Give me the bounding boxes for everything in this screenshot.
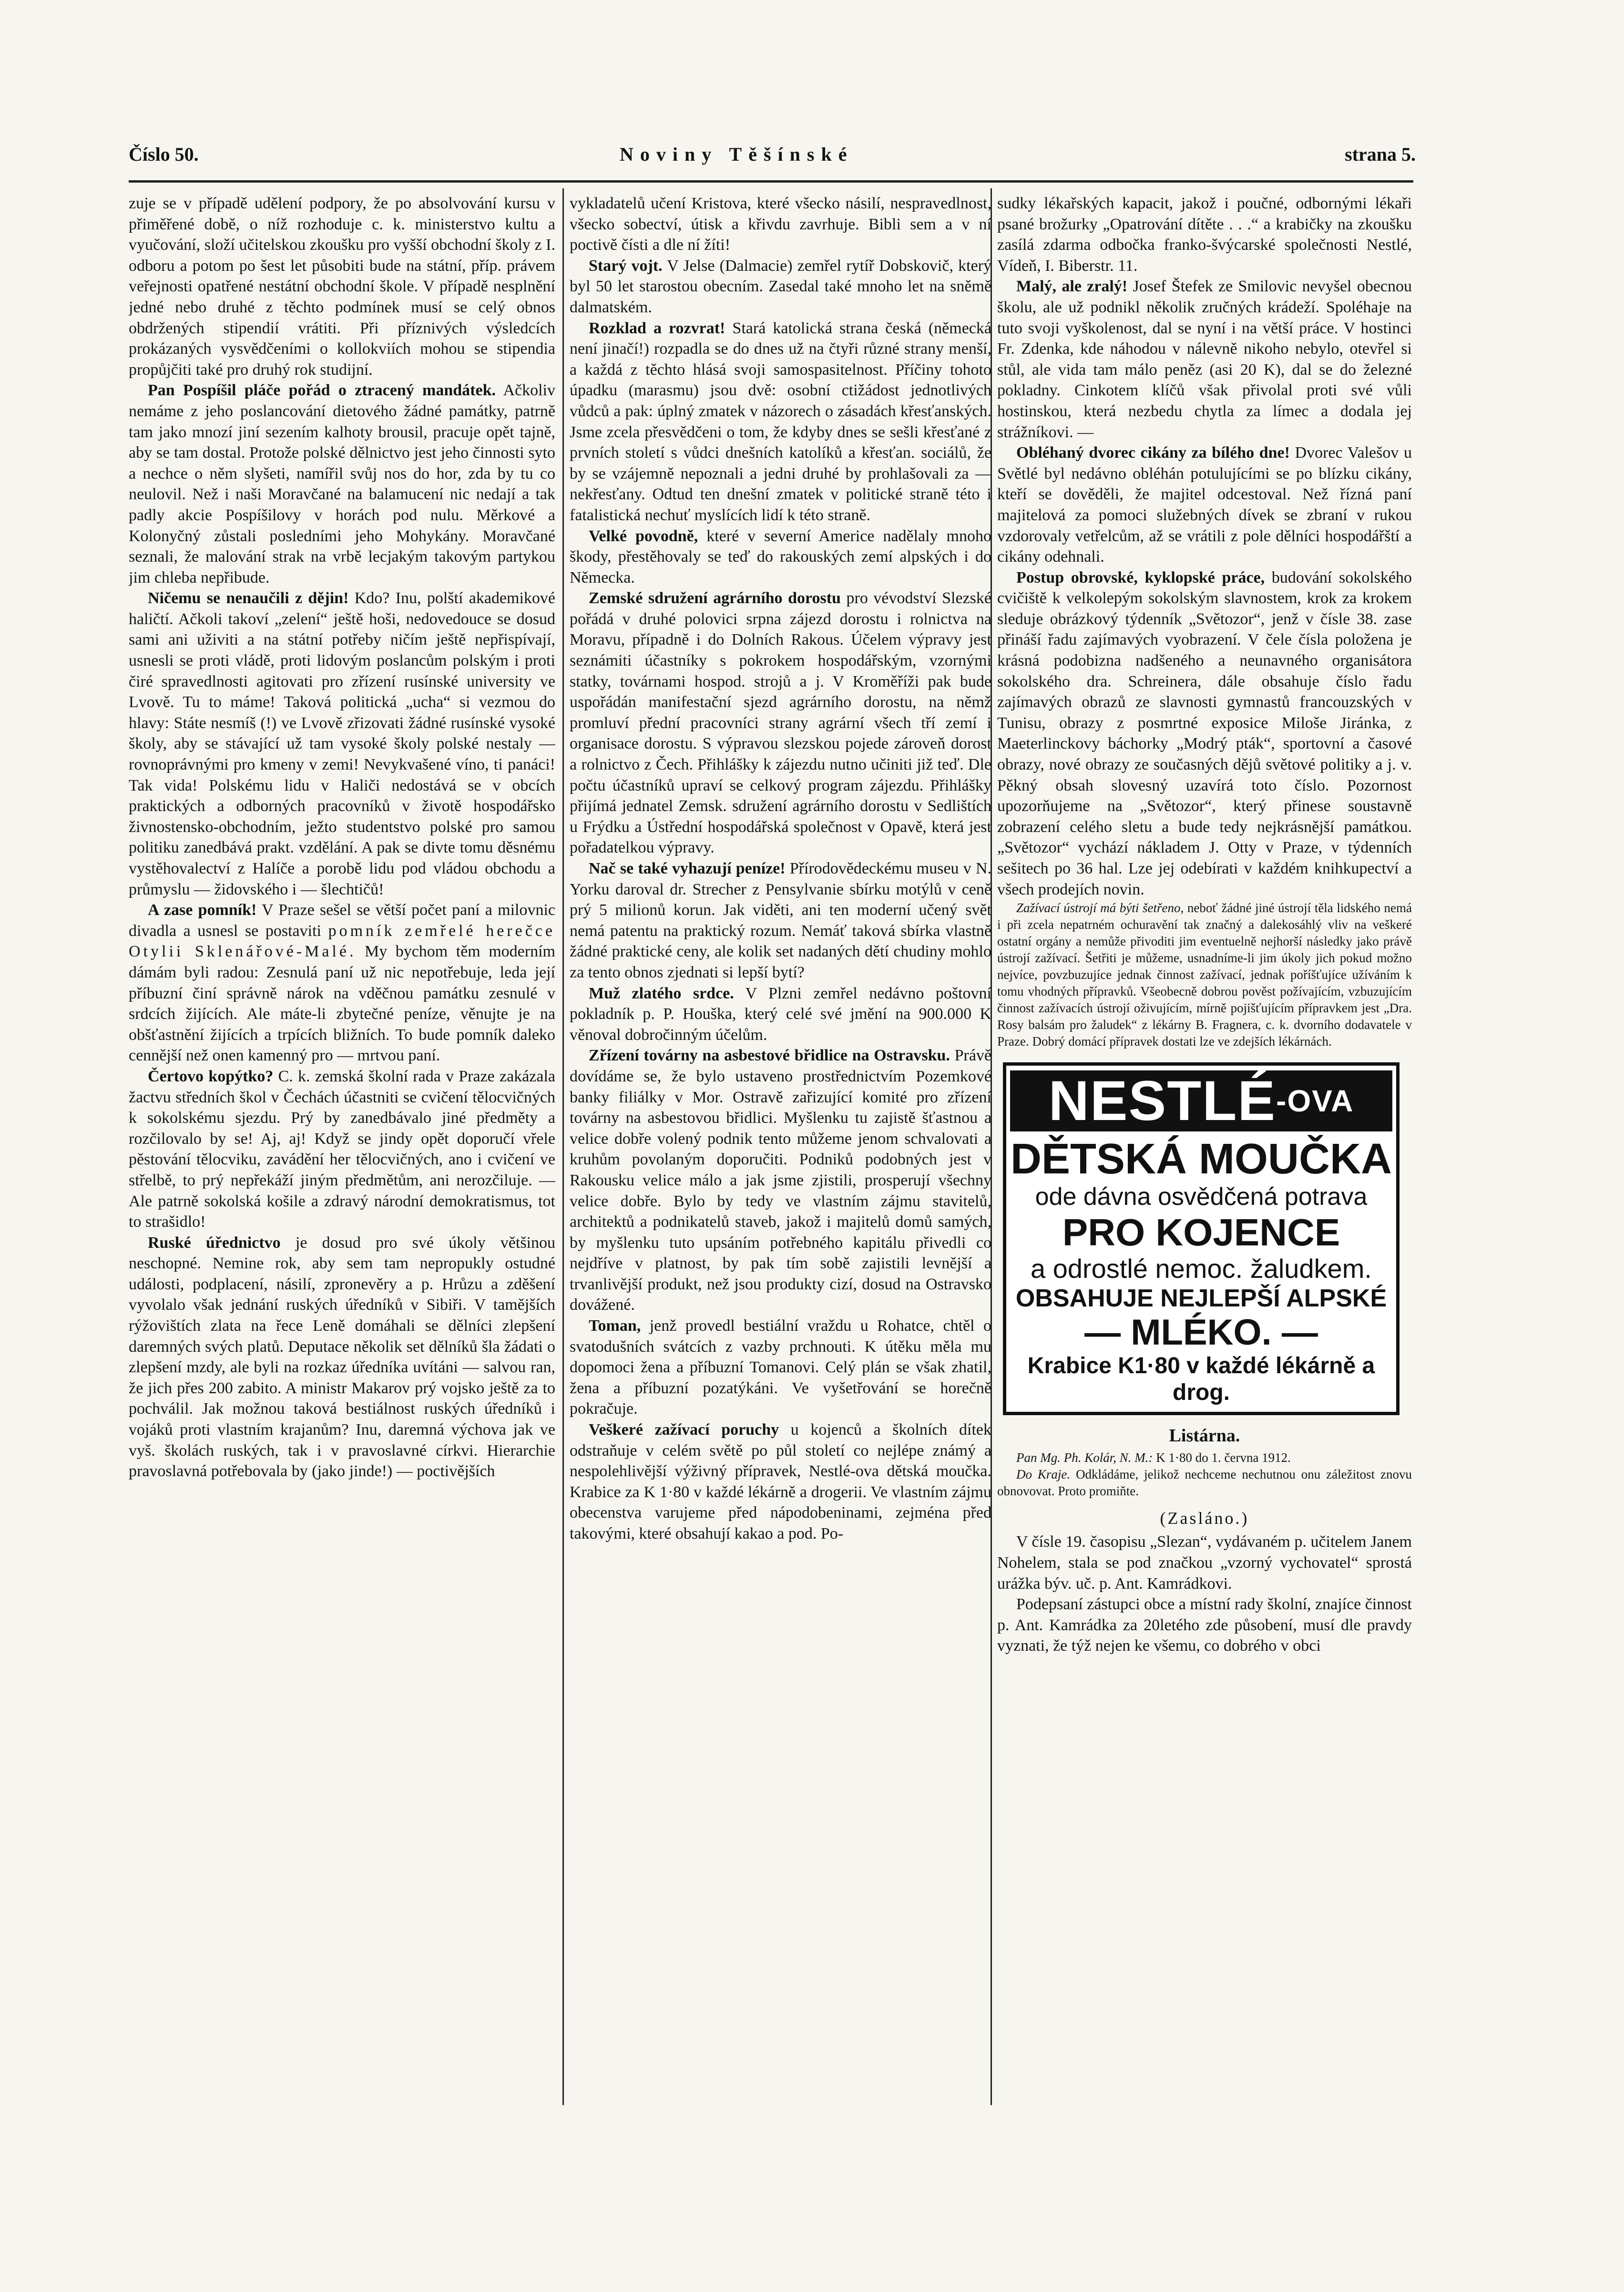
article-headline: Postup obrovské, kyklopské práce, — [1016, 568, 1265, 586]
ad-line: ode dávna osvědčená potrava — [1035, 1183, 1368, 1211]
ad-line: OBSAHUJE NEJLEPŠÍ ALPSKÉ — [1015, 1285, 1387, 1313]
article-headline: Toman, — [589, 1317, 641, 1335]
ad-line: PRO KOJENCE — [1062, 1211, 1340, 1254]
article-dvorec: Obléhaný dvorec cikány za bílého dne! Dvorec Valešov u Světlé byl nedávno obléhán potulujícími se po blízku cikány, kteří se dověděli, že majitel odcestoval. Než řízná paní majitelová za pomoci služebných dívek se zbraní v rukou vzdorovaly vetřelcům, až se vrátili z pole dělníci hospodářští a cikány odehnali. — [997, 444, 1412, 566]
article-headline: Obléhaný dvorec cikány za bílého dne! — [1016, 444, 1290, 462]
article-pospisil: Pan Pospíšil pláče pořád o ztracený mandátek. Ačkoliv nemáme z jeho poslancování dietového žádné památky, patrně tam jako mnozí jiní sezením kalhoty brousil, pracuje opět tajně, aby se tam dostal. Protože polské dělnictvo jest jeho činnosti syto a nechce o něm slyšeti, namířil svůj nos do hor, zda by tu co neulovil. Než i naši Moravčané na balamucení nic nedají a tak padly akcie Pospíšilovy v horách pod nulu. Měrkové a Kolonyčný zůstali posledními jeho Mohykány. Moravčané seznali, že malování strak na vrbě lecjakým takovým partykou jim chleba nepřibude. — [129, 381, 555, 586]
article-penize: Nač se také vyhazují peníze! Přírodovědeckému museu v N. Yorku daroval dr. Strecher z Pensylvanie sbírku motýlů v ceně prý 5 milionů korun. Jak viděti, ani ten moderní učený svět nemá patentu na praktický rozum. Nemáť taková sbírka vlastně žádné praktické ceny, ale kolik set nadaných dětí chudiny mohlo za tento obnos zjednati si lepší bytí? — [570, 860, 991, 981]
article-headline: Ničemu se nenaučili z dějin! — [148, 589, 349, 607]
article-maly-zraly: Malý, ale zralý! Josef Štefek ze Smilovic nevyšel obecnou školu, ale už podnikl několik zručných krádeží. Spoléhaje na tuto svoji vyškolenost, dal se nyní i na větší práce. V hostinci Fr. Zdenka, kde náhodou v nálevně nikoho nebylo, otevřel si stůl, ale vida tam málo peněz (asi 20 K), dal se do železné pokladny. Cinkotem klíčů však přivolal proti své vůli hostinskou, která nezbedu chytla za límec a dodala jej strážníkovi. — — [997, 278, 1412, 441]
article-svetozor: Postup obrovské, kyklopské práce, budování sokolského cvičiště k velkolepým sokolským slavnostem, krok za krokem sleduje obrázkový týdenník „Světozor“, jenž v čísle 38. zase přináší řadu zajímavých vyobrazení. V čele čísla položena je krásná podobizna nadšeného a neunavného organisátora sokolského dra. Schreinera, dále obsahuje číslo řadu zajímavých obrazů ze slavnosti gymnastů francouzských v Tunisu, obrazy z posmrtné exposice Miloše Jiránka, z Maeterlinckovy báchorky „Modrý pták“, sportovní a časové obrazy, nové obrazy ze současných dějů světové politiky a j. v. Pěkný obsah slovesný uzavírá toto číslo. Pozornost upozorňujeme na „Světozor“, který přinese soustavně zobrazení celého sletu a bude tedy nejkrásnější památkou. „Světozor“ vychází nákladem J. Otty v Praze, v týdenních sešitech po 36 hal. Lze jej odebírati v každém knihkupectví a všech prodejích novin. — [997, 568, 1412, 898]
article-ruske-urednictvo: Ruské úřednictvo je dosud pro své úkoly většinou neschopné. Nemine rok, aby sem tam nepropukly ostudné události, podplacení, násilí, zpronevěry a p. Hrůzu a zděšení vyvolalo však jednání ruských úředníků v Sibiři. V tamějších rýžovištích zlata na řece Leně domáhali se dělníci zlepšení daremných svých platů. Deputace několik set dělníků šla žádati o zlepšení mzdy, ale byli na rozkaz úředníka uvítáni — salvou ran, že jich přes 200 zabito. A ministr Makarov prý vojsko ještě za to pochválil. Jak možnou taková bestiálnost ruských úředníků i vojáků proti vlastním krajanům? Inu, daremná výchova jak ve vyš. školách ruských, tak i v pravoslavné církvi. Hierarchie pravoslavná potřebovala by (jako jinde!) — poctivějších — [129, 1233, 555, 1480]
ad-brand: $NESTLÉ^{-OVA}$ — [1010, 1070, 1392, 1131]
paragraph: zuje se v případě udělení podpory, že po absolvování kursu v přiměřené době, o níž rozhoduje c. k. ministerstvo kultu a vyučování, složí učitelskou zkoušku pro vyšší obchodní školy z I. odboru a potom po šest let působiti bude na státní, příp. právem veřejnosti opatřené nestátní obchodní škole. V případě nesplnění jedné nebo druhé z těchto podmínek musí se celý obnos obdržených stipendií vrátiti. Při příznivých výsledcích prokázaných vysvědčeními o kollokviích mohou se stipendia propůjčiti také pro druhý rok studijní. — [129, 195, 555, 379]
listarna-item: Do Kraje. Odkládáme, jelikož nechceme nechutnou onu záležitost znovu obnovovat. Proto promiňte. — [997, 1467, 1412, 1498]
article-zazivaci-ustroji: Zažívací ústrojí má býti šetřeno, neboť žádné jiné ústrojí těla lidského nemá i při zcela nepatrném ochuravění tak značný a dalekosáhlý vliv na veškeré ostatní orgány a nemůže přivoditi jim eventuelně nejhorší následky jako právě ústrojí zažívací. Šetřiti je můžeme, usnadníme-li jim úkoly jich pokud možno nejvíce, povzbuzujíce jednak činnost zažívací, jednak poříšťujíce užíváním k tomu vhodných přípravků. Všeobecně dobrou pověst požívajícím, vzbuzujícím činnost zažívacích ústrojí oživujícím, mírně pojišťujícím přípravkem jest „Dra. Rosy balsám pro žaludek“ z lékárny B. Fragnera, c. k. dvorního dodavatele v Praze. Dobrý domácí přípravek dostati lze ve zdejších lékárnách. — [997, 901, 1412, 1049]
article-headline: Pan Pospíšil pláče pořád o ztracený mandátek. — [148, 381, 496, 400]
article-headline: Zemské sdružení agrárního dorostu — [589, 589, 841, 607]
ad-line: a odrostlé nemoc. žaludkem. — [1031, 1254, 1372, 1284]
article-zazivaci-poruchy: Veškeré zažívací poruchy u kojenců a školních dítek odstraňuje v celém světě po půl století co nejlépe známý a nespolehlivější výživný přípravek, Nestlé-ova dětská moučka. Krabice za K 1·80 v každé lékárně a drogerii. Ve vlastním zájmu obecenstva varujeme před nápodobeninami, zejména před takovými, které obsahují kakao a pod. Po- — [570, 1421, 991, 1542]
article-headline: Velké povodně, — [589, 527, 698, 545]
column-1 — [129, 193, 555, 2197]
article-headline: Muž zlatého srdce. — [589, 984, 734, 1002]
column-divider-1 — [562, 188, 564, 2105]
column-3 — [997, 193, 1412, 2197]
page-number: strana 5. — [1345, 144, 1416, 165]
section-heading-zaslano: (Zasláno.) — [1160, 1508, 1249, 1528]
article-kopytko: Čertovo kopýtko? C. k. zemská školní rada v Praze zakázala žactvu středních škol v Čechách účastniti se cvičení tělocvičných k sokolskému sjezdu. Prý by zanedbávalo jiné předměty a rozčilovalo by se! Aj, aj! Když se jindy opět doporučí vřele pěstování tělocviku, zavádění her tělocvičných, ano i cvičení ve střelbě, to prý nepřekáží jiným předmětům, ani nerozčiluje. — Ale patrně sokolská košile a zdravý národní demokratismus, tot to strašidlo! — [129, 1067, 555, 1231]
paragraph: vykladatelů učení Kristova, které všecko násilí, nespravedlnost, všecko sobectví, útisk a křivdu zavrhuje. Bibli sem a v ní poctivě čísti a dle ní žíti! — [570, 195, 991, 254]
article-headline: Ruské úřednictvo — [148, 1233, 281, 1252]
article-rozklad: Rozklad a rozvrat! Stará katolická strana česká (německá není jinačí!) rozpadla se do dnes už na čtyři různé strany menší, a každá z těchto hlásá svoji samospasitelnost. Příčiny tohoto úpadku (marasmu) jsou dvě: osobní ctižádost jednotlivých vůdců a pak: úplný zmatek v názorech o zásadách křesťanských. Jsme zcela přesvědčeni o tom, že kdyby dnes se sešli křesťané z prvních století s vůdci dnešních katolíků a křesťan. sociálů, že by se vzájemně nepoznali a jedni druhé by prohlašovali za — nekřesťany. Odtud ten dnešní zmatek v politické straně této i fatalistická nechuť myslících lidí k této straně. — [570, 319, 991, 524]
header-rule — [129, 180, 1413, 183]
article-toman: Toman, jenž provedl bestiální vraždu u Rohatce, chtěl o svatodušních svátcích z vazby prchnouti. K útěku měla mu dopomoci žena a příbuzní Tomanovi. Celý plán se však zhatil, žena a příbuzní pozatýkáni. Ve vyšetřování se horečně pokračuje. — [570, 1317, 991, 1418]
ad-line: Krabice K1·80 v každé lékárně a drog. — [1027, 1353, 1375, 1406]
article-povodne: Velké povodně, které v severní Americe nadělaly mnoho škody, přestěhovaly se teď do rakouských zemí alpských i do Německa. — [570, 527, 991, 586]
article-headline: Starý vojt. — [589, 257, 663, 275]
article-headline: Zřízení továrny na asbestové břidlice na Ostravsku. — [589, 1047, 950, 1065]
listarna-item: Pan Mg. Ph. Kolár, N. M.: K 1·80 do 1. června 1912. — [1016, 1450, 1291, 1465]
article-dejiny: Ničemu se nenaučili z dějin! Kdo? Inu, polští akademikové haličtí. Ačkoli takoví „zelení“ ještě hoši, nedovedouce se dosud sami ani uživiti a na státní potřeby ničím ještě nepřispívají, usnesli se proti vládě, proti lidovým poslancům polským i proti čiré spravedlnosti agitovati pro zřízení rusínské university ve Lvově. Tu to máme! Taková politická „ucha“ si vezmou do hlavy: Státe nesmíš (!) ve Lvově zřizovati žádné rusínské vysoké školy, aby se stávající už tam vysoké školy polské nestaly — rovnoprávnými pro kmeny v zemi! Nevykvašené víno, ti panáci! Tak vida! Polskému lidu v Haliči nedostává se v obcích praktických a odborných pracovníků v životě hospodářsko živnostensko-obchodním, ježto studentstvo polské pro samou politiku zanedbává prakt. vzdělání. A pak se divte tomu děsnému vystěhovalectví z Halíče a porobě lidu pod vládou obchodu a průmyslu — židovského i — šlechtičů! — [129, 589, 555, 898]
paragraph: Podepsaní zástupci obce a místní rady školní, znajíce činnost p. Ant. Kamrádka za 20letého zde působení, musí dle pravdy vyznati, že týž nejen ke všemu, co dobrého v obci — [997, 1595, 1412, 1655]
article-headline: Veškeré zažívací poruchy — [589, 1421, 779, 1439]
article-headline: Rozklad a rozvrat! — [589, 319, 725, 337]
article-headline: Zažívací ústrojí má býti šetřeno, — [1016, 901, 1184, 915]
ad-line: — MLÉKO. — — [1084, 1312, 1318, 1353]
paragraph: sudky lékařských kapacit, jakož i poučné, odbornými lékaři psané brožurky „Opatrování dítěte . . .“ a krabičky na zkoušku zasílá zdarma odbočka franko-švýcarské společnosti Nestlé, Vídeň, I. Biberstr. 11. — [997, 195, 1412, 275]
article-headline: Čertovo kopýtko? — [148, 1067, 274, 1085]
issue-number: Číslo 50. — [129, 144, 199, 165]
article-tovarna: Zřízení továrny na asbestové břidlice na Ostravsku. Právě dovídáme se, že bylo ustaveno prostřednictvím Pozemkové banky filiálky v Mor. Ostravě zařizující komité pro zřízení továrny na asbestovou břidlici. Myšlenku tu zajistě šťastnou a velice dobře volený podnik tento můžeme jenom schvalovati a kruhům povolaným doporučiti. Podniků podobných jest v Rakousku velice málo a jak jsme zjistili, prosperují všechny velice dobře. Bylo by tedy ve vlastním zájmu stavitelů, architektů a podnikatelů staveb, jakož i majitelů domů samých, by myšlenku tuto upsáním potřebného kapitálu přivedli co nejdříve v platnost, by pak tím sobě zajistili levnější a trvanlivější produkt, než jsou produkty cizí, dosud na Ostravsko dovážené. — [570, 1047, 991, 1314]
article-agrarni-dorost: Zemské sdružení agrárního dorostu pro vévodství Slezské pořádá v druhé polovici srpna zájezd dorostu i rolnictva na Moravu, případně i do Dolních Rakous. Účelem výpravy jest seznámiti účastníky s pokrokem hospodářským, vzornými statky, továrnami hospod. strojů a j. V Kroměříži pak bude uspořádán manifestační sjezd agrárního dorostu, na němž promluví přední pracovníci strany agrární všech tří zemí i organisace dorostu. S výpravou slezskou pojede zároveň dorost a rolnictvo z Čech. Přihlášky k zájezdu nutno učiniti již teď. Dle počtu účastníků upraví se celkový program zájezdu. Přihlášky přijímá jednatel Zemsk. sdružení agrárního dorostu v Sedlištích u Frýdku a Ústřední hospodářská společnost v Opavě, která jest pořadatelkou výpravy. — [570, 589, 991, 857]
article-headline: Nač se také vyhazují peníze! — [589, 860, 786, 877]
article-stary-vojt: Starý vojt. V Jelse (Dalmacie) zemřel rytíř Dobskovič, který byl 50 let starostou obecním. Zasedal také mnoho let na sněmě dalmatském. — [570, 257, 991, 316]
page-header — [129, 143, 1416, 176]
paragraph: V čísle 19. časopisu „Slezan“, vydávaném p. učitelem Janem Nohelem, stala se pod značkou „vzorný vychovatel“ sprostá urážka býv. uč. p. Ant. Kamrádkovi. — [997, 1533, 1412, 1593]
newspaper-title: Noviny Těšínské — [620, 144, 854, 165]
article-pomnik: A zase pomník! V Praze sešel se větší počet paní a milovnic divadla a usnesl se postaviti pomník zemřelé herečce Otylii Sklenářové-Malé. My bychom těm moderním dámám byli radou: Zesnulá paní už nic nepotřebuje, leda její příbuzní činí správně nárok na vděčnou památku zesnulé v srdcích žijících. Ale máte-li zbytečné peníze, věnujte je na obšťastnění žijících a trpících bližních. To bude pomník daleko cennější než onen kamenný pro — mrtvou paní. — [129, 901, 555, 1065]
nestle-advertisement — [1003, 1062, 1399, 1415]
article-headline: A zase pomník! — [148, 901, 257, 919]
article-headline: Malý, ale zralý! — [1016, 278, 1128, 296]
article-zlate-srdce: Muž zlatého srdce. V Plzni zemřel nedávno poštovní pokladník p. P. Houška, který celé své jmění na 900.000 K věnoval dobročinným účelům. — [570, 984, 991, 1044]
column-2 — [570, 193, 991, 2197]
ad-line: DĚTSKÁ MOUČKA — [1011, 1135, 1392, 1183]
section-heading-listarna: Listárna. — [1169, 1426, 1240, 1446]
